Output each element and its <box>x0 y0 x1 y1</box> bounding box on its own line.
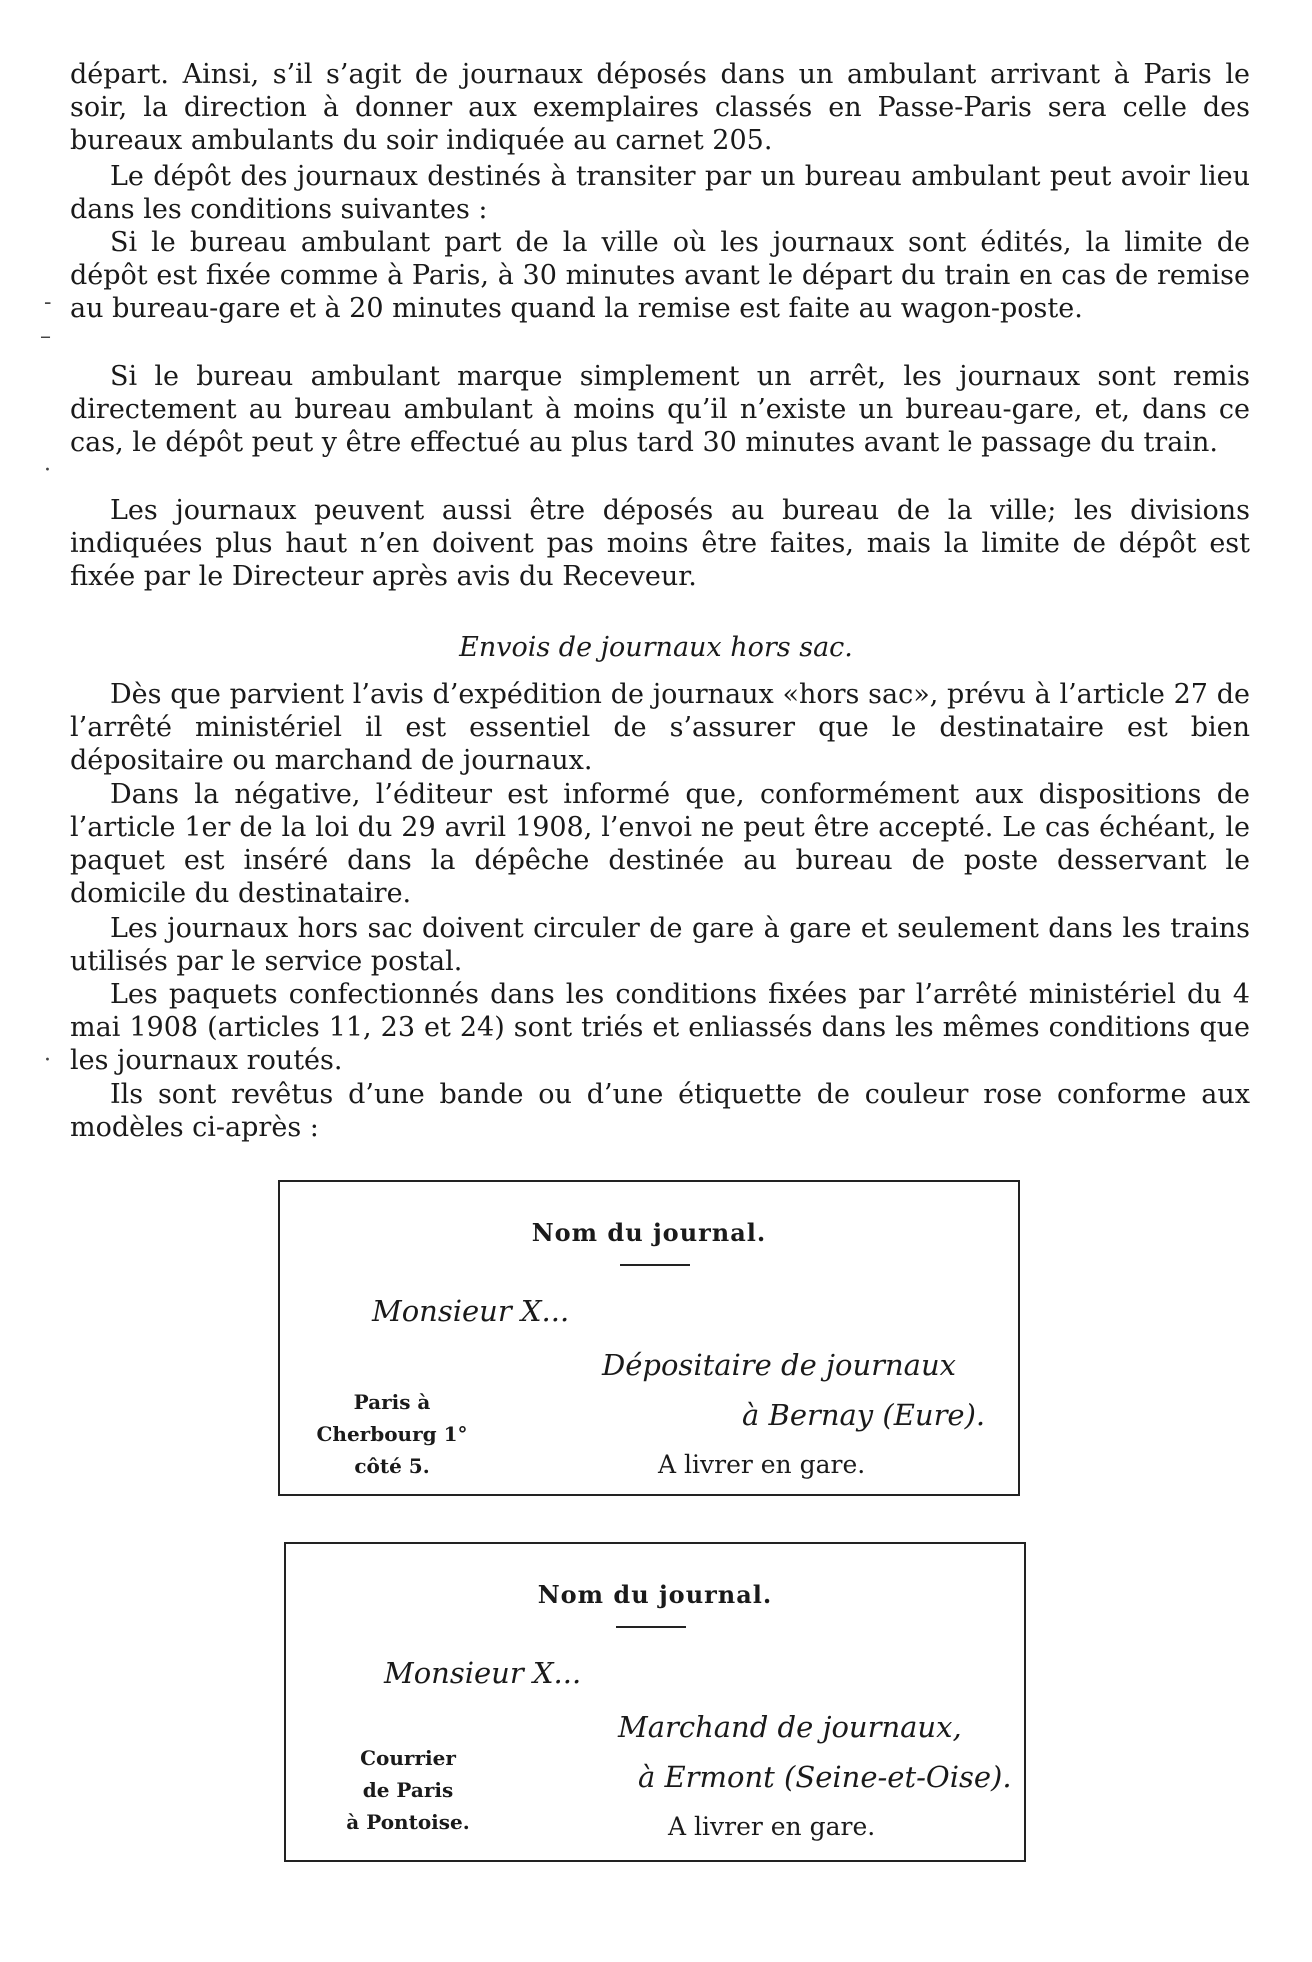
label-route-line: Courrier <box>360 1746 456 1770</box>
label-model-1 <box>278 1180 1020 1496</box>
paragraph-depot-intro: Le dépôt des journaux destinés à transiter par un bureau ambulant peut avoir lieu dans les conditions suivantes : <box>70 161 1250 225</box>
margin-dot: · <box>44 1048 51 1073</box>
paragraph-hors-sac-avis: Dès que parvient l’avis d’expédition de journaux «hors sac», prévu à l’article 27 de l’arrêté ministériel il est essentiel de s’assurer que le destinataire est bien dépositaire ou marchand de journaux. <box>70 679 1250 776</box>
label-addressee: Monsieur X... <box>372 1294 570 1328</box>
label-place: à Ermont (Seine-et-Oise). <box>638 1760 1012 1794</box>
section-heading: Envois de journaux hors sac. <box>459 632 853 663</box>
label-route <box>318 1742 498 1838</box>
paragraph-depot-ville: Si le bureau ambulant part de la ville où les journaux sont édités, la limite de dépôt est fixée comme à Paris, à 30 minutes avant le départ du train en cas de remise au bureau-gare et à 20 minutes quand la remise est faite au wagon-poste. <box>70 227 1250 324</box>
label-delivery: A livrer en gare. <box>668 1812 876 1841</box>
paragraph-negative: Dans la négative, l’éditeur est informé que, conformément aux dispositions de l’article 1er de la loi du 29 avril 1908, l’envoi ne peut être accepté. Le cas échéant, le paquet est inséré dans la dépêche destinée au bureau de poste desservant le domicile du destinataire. <box>70 779 1250 909</box>
paragraph-depot-arret: Si le bureau ambulant marque simplement un arrêt, les journaux sont remis directement au bureau ambulant à moins qu’il n’existe un bureau-gare, et, dans ce cas, le dépôt peut y être effectué au plus tard 30 minutes avant le passage du train. <box>70 361 1250 458</box>
paragraph-paquets: Les paquets confectionnés dans les conditions fixées par l’arrêté ministériel du 4 mai 1908 (articles 11, 23 et 24) sont triés et enliassés dans les mêmes conditions que les journaux routés. <box>70 979 1250 1076</box>
paragraph-bande: Ils sont revêtus d’une bande ou d’une étiquette de couleur rose conforme aux modèles ci-après : <box>70 1079 1250 1143</box>
label-route <box>302 1386 482 1482</box>
margin-dot: · <box>44 458 51 483</box>
margin-dash: – <box>40 324 51 349</box>
label-route-line: à Pontoise. <box>346 1810 470 1834</box>
label-place: à Bernay (Eure). <box>742 1398 986 1432</box>
label-route-line: Cherbourg 1° <box>316 1422 468 1446</box>
paragraph-depot-bureau-ville: Les journaux peuvent aussi être déposés au bureau de la ville; les divisions indiquées plus haut n’en doivent pas moins être faites, mais la limite de dépôt est fixée par le Directeur après avis du Receveur. <box>70 495 1250 592</box>
paragraph-circulation: Les journaux hors sac doivent circuler de gare à gare et seulement dans les trains utilisés par le service postal. <box>70 913 1250 977</box>
label-title: Nom du journal. <box>531 1218 767 1247</box>
label-model-2 <box>284 1542 1026 1862</box>
label-role: Dépositaire de journaux <box>602 1348 956 1382</box>
label-delivery: A livrer en gare. <box>658 1450 866 1479</box>
label-addressee: Monsieur X... <box>384 1656 582 1690</box>
label-role: Marchand de journaux, <box>618 1710 962 1744</box>
label-route-line: Paris à <box>353 1390 431 1414</box>
label-route-line: de Paris <box>362 1778 454 1802</box>
label-route-line: côté 5. <box>354 1454 430 1478</box>
label-title: Nom du journal. <box>537 1580 773 1609</box>
label-rule <box>616 1626 686 1628</box>
paragraph-continuation: départ. Ainsi, s’il s’agit de journaux déposés dans un ambulant arrivant à Paris le soir, la direction à donner aux exemplaires classés en Passe-Paris sera celle des bureaux ambulants du soir indiquée au carnet 205. <box>70 59 1250 156</box>
margin-dash: - <box>44 290 52 315</box>
label-rule <box>620 1264 690 1266</box>
